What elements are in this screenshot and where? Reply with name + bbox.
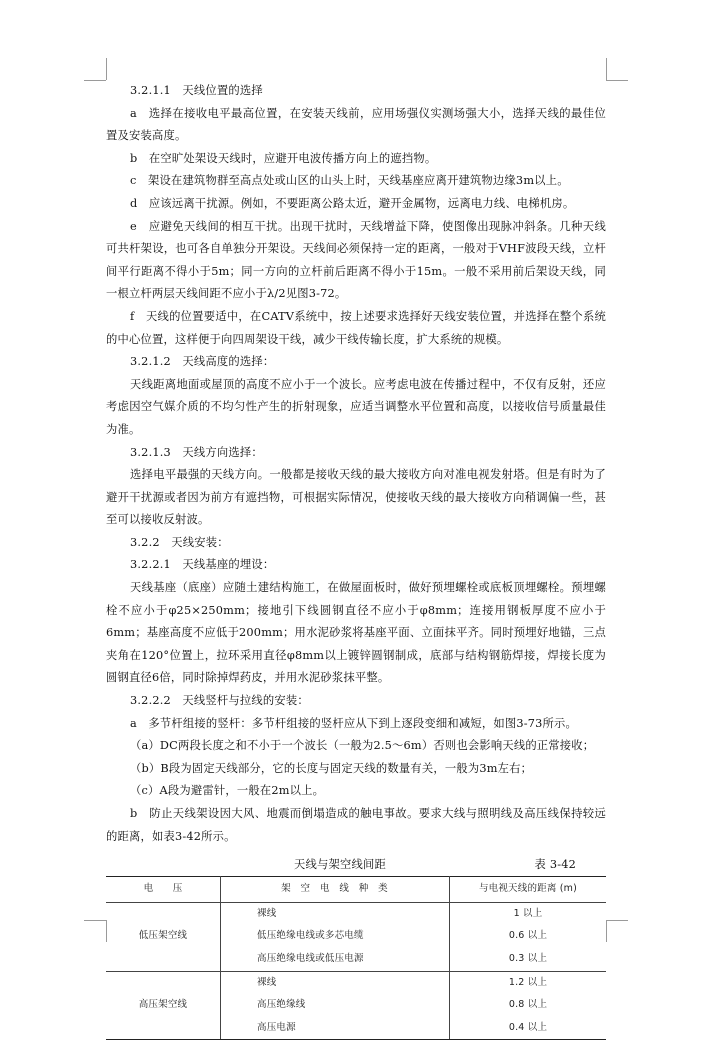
paragraph-mast-a-sub-c: （c）A段为避雷针，一般在2m以上。 xyxy=(130,784,325,798)
section-heading-3-2-2-1: 3.2.2.1 天线基座的埋设： xyxy=(130,558,275,572)
header-wire-type: 架 空 电 线 种 类 xyxy=(221,877,450,903)
wire-type-cell: 裸线 xyxy=(221,902,450,925)
table-row xyxy=(106,902,606,925)
voltage-cell-low: 低压架空线 xyxy=(106,902,221,971)
paragraph-mast-a-sub-b: （b）B段为固定天线部分，它的长度与固定天线的数量有关，一般为3m左右； xyxy=(130,761,533,775)
document-page xyxy=(106,80,606,1040)
paragraph-b: b 在空旷处架设天线时，应避开电波传播方向上的遮挡物。 xyxy=(130,151,437,165)
section-heading-3-2-1-2: 3.2.1.2 天线高度的选择： xyxy=(130,355,275,369)
paragraph-mast-b: b 防止天线架设因大风、地震而倒塌造成的触电事故。要求大线与照明线及高压线保持较远的距离，如表3-42所示。 xyxy=(106,807,606,843)
paragraph-height: 天线距离地面或屋顶的高度不应小于一个波长。应考虑电波在传播过程中，不仅有反射，还应考虑因空气媒介质的不均匀性产生的折射现象，应适当调整水平位置和高度，以接收信号质量最佳为准。 xyxy=(106,377,606,436)
header-voltage: 电 压 xyxy=(106,877,221,903)
crop-mark-bottom-left-h xyxy=(84,920,106,921)
distance-cell: 0.3 以上 xyxy=(450,948,607,971)
table-row xyxy=(106,971,606,994)
header-distance: 与电视天线的距离 (m) xyxy=(450,877,607,903)
voltage-cell-high: 高压架空线 xyxy=(106,971,221,1040)
crop-mark-bottom-right-h xyxy=(606,920,628,921)
distance-cell: 1.2 以上 xyxy=(508,976,548,988)
section-heading-3-2-1-1: 3.2.1.1 天线位置的选择 xyxy=(130,84,263,97)
distance-table xyxy=(106,876,606,1040)
wire-type-cell: 高压绝缘电线或低压电源 xyxy=(221,948,450,971)
table-header-row xyxy=(106,877,606,903)
distance-cell: 1 以上 xyxy=(513,907,543,919)
paragraph-base: 天线基座（底座）应随土建结构施工，在做屋面板时，做好预埋螺栓或底板顶埋螺栓。预埋螺栓不应小于φ25×250mm；接地引下线圆钢直径不应小于φ8mm；连接用钢板厚度不应小于6mm；基座高度不应低于200mm；用水泥砂浆将基座平面、立面抹平齐。同时预埋好地锚，三点夹角在120°位置上，拉环采用直径φ8mm以上镀锌圆钢制成，底部与结构钢筋焊接，焊接长度为圆钢直径6倍，同时除掉焊药皮，并用水泥砂浆抹平整。 xyxy=(106,581,606,685)
section-heading-3-2-1-3: 3.2.1.3 天线方向选择： xyxy=(130,445,263,459)
crop-mark-top-left-v xyxy=(106,58,107,80)
wire-type-cell: 裸线 xyxy=(221,971,450,994)
paragraph-a: a 选择在接收电平最高位置，在安装天线前，应用场强仪实测场强大小，选择天线的最佳位置及安装高度。 xyxy=(106,106,606,143)
wire-type-cell: 高压绝缘线 xyxy=(221,994,450,1017)
crop-mark-bottom-right-v xyxy=(606,920,607,942)
wire-type-cell: 高压电源 xyxy=(221,1017,450,1040)
section-heading-3-2-2: 3.2.2 天线安装： xyxy=(130,535,229,549)
wire-type-cell: 低压绝缘电线或多芯电缆 xyxy=(221,925,450,948)
distance-cell: 0.4 以上 xyxy=(450,1017,607,1040)
distance-cell: 0.8 以上 xyxy=(508,999,548,1011)
paragraph-d: d 应该远离干扰源。例如，不要距离公路太近，避开金属物，远离电力线、电梯机房。 xyxy=(130,196,575,210)
crop-mark-top-right-v xyxy=(606,58,607,80)
crop-mark-top-left-h xyxy=(84,80,106,81)
paragraph-e: e 应避免天线间的相互干扰。出现干扰时，天线增益下降，使图像出现脉冲斜条。几种天线可共杆架设，也可各自单独分开架设。天线间必须保持一定的距离，一般对于VHF波段天线，立杆间平行距离不得小于5m；同一方向的立杆前后距离不得小于15m。一般不采用前后架设天线，同一根立杆两层天线间距不应小于λ/2见图3-72。 xyxy=(106,219,606,301)
paragraph-c: c 架设在建筑物群至高点处或山区的山头上时，天线基座应离开建筑物边缘3m以上。 xyxy=(130,174,569,188)
crop-mark-top-right-h xyxy=(606,80,628,81)
section-heading-3-2-2-2: 3.2.2.2 天线竖杆与拉线的安装： xyxy=(130,694,309,708)
distance-cell: 0.6 以上 xyxy=(508,930,548,942)
paragraph-mast-a-sub-a: （a）DC两段长度之和不小于一个波长（一般为2.5～6m）否则也会影响天线的正常接收； xyxy=(130,739,595,753)
paragraph-direction: 选择电平最强的天线方向。一般都是接收天线的最大接收方向对准电视发射塔。但是有时为了避开干扰源或者因为前方有遮挡物，可根据实际情况，使接收天线的最大接收方向稍调偏一些，甚至可以接收反射波。 xyxy=(106,468,606,527)
table-title: 天线与架空线间距 xyxy=(294,858,386,872)
paragraph-f: f 天线的位置要适中，在CATV系统中，按上述要求选择好天线安装位置，并选择在整个系统的中心位置，这样便于向四周架设干线，减少干线传输长度，扩大系统的规模。 xyxy=(106,309,606,346)
paragraph-mast-a: a 多节杆组接的竖杆：多节杆组接的竖杆应从下到上逐段变细和减短，如图3-73所示。 xyxy=(130,716,578,730)
table-number: 表 3-42 xyxy=(534,858,576,872)
table-caption xyxy=(106,854,606,876)
